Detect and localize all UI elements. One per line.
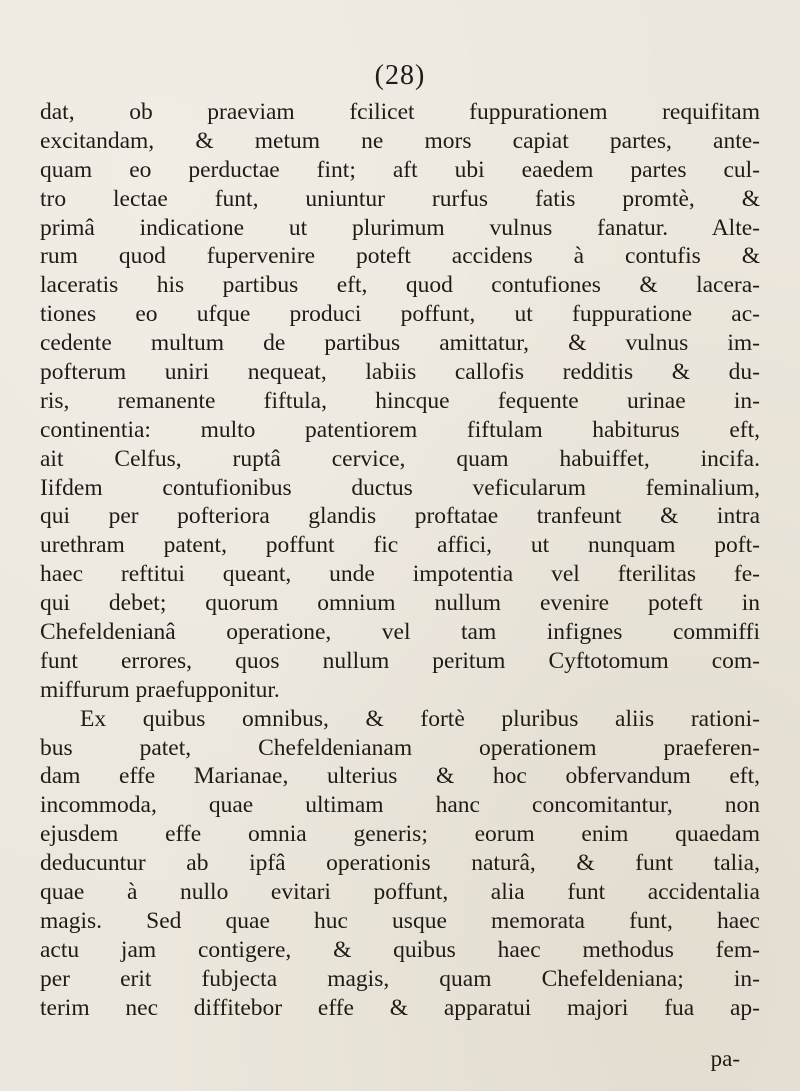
text-line: deducuntur ab ipfâ operationis naturâ, & funt talia, bbox=[40, 850, 760, 877]
text-line: ejusdem effe omnia generis; eorum enim quaedam bbox=[40, 821, 760, 848]
text-line: qui per pofteriora glandis proftatae tranfeunt & intra bbox=[40, 503, 760, 530]
text-line: ris, remanente fiftula, hincque fequente urinae in- bbox=[40, 387, 760, 414]
text-line: tro lectae funt, uniuntur rurfus fatis promtè, & bbox=[40, 185, 760, 212]
text-line: continentia: multo patentiorem fiftulam habiturus eft, bbox=[40, 416, 760, 443]
text-line: Chefeldenianâ operatione, vel tam infignes commiffi bbox=[40, 619, 760, 646]
text-line: urethram patent, poffunt fic affici, ut nunquam poft- bbox=[40, 532, 760, 559]
text-line: excitandam, & metum ne mors capiat partes, ante- bbox=[40, 127, 760, 154]
text-line: laceratis his partibus eft, quod contufiones & lacera- bbox=[40, 272, 760, 299]
text-line: ait Celfus, ruptâ cervice, quam habuiffet, incifa. bbox=[40, 445, 760, 472]
text-line: incommoda, quae ultimam hanc concomitantur, non bbox=[40, 792, 760, 819]
text-line: dam effe Marianae, ulterius & hoc obfervandum eft, bbox=[40, 763, 760, 790]
text-line: primâ indicatione ut plurimum vulnus fanatur. Alte- bbox=[40, 214, 760, 241]
text-line: Ex quibus omnibus, & fortè pluribus aliis rationi- bbox=[80, 705, 760, 732]
text-line: qui debet; quorum omnium nullum evenire poteft in bbox=[40, 590, 760, 617]
text-line: funt errores, quos nullum peritum Cyftotomum com- bbox=[40, 647, 760, 674]
text-line: bus patet, Chefeldenianam operationem praeferen- bbox=[40, 734, 760, 761]
page-number: (28) bbox=[374, 60, 426, 91]
text-line: miffurum praefupponitur. bbox=[40, 676, 280, 703]
text-line: cedente multum de partibus amittatur, & vulnus im- bbox=[40, 330, 760, 357]
text-line: tiones eo ufque produci poffunt, ut fuppuratione ac- bbox=[40, 301, 760, 328]
text-line: quam eo perductae fint; aft ubi eaedem partes cul- bbox=[40, 156, 760, 183]
text-line: pofterum uniri nequeat, labiis callofis redditis & du- bbox=[40, 359, 760, 386]
text-line: quae à nullo evitari poffunt, alia funt accidentalia bbox=[40, 879, 760, 906]
text-line: actu jam contigere, & quibus haec methodus fem- bbox=[40, 936, 760, 963]
text-line: dat, ob praeviam fcilicet fuppurationem requifitam bbox=[40, 99, 760, 125]
text-line: rum quod fupervenire poteft accidens à contufis & bbox=[40, 243, 760, 270]
catchword: pa- bbox=[710, 1046, 740, 1071]
text-line: haec reftitui queant, unde impotentia vel fterilitas fe- bbox=[40, 561, 760, 588]
text-line: magis. Sed quae huc usque memorata funt, haec bbox=[40, 907, 760, 934]
text-line: terim nec diffitebor effe & apparatui majori fua ap- bbox=[40, 994, 760, 1021]
text-line: per erit fubjecta magis, quam Chefeldeniana; in- bbox=[40, 965, 760, 992]
body-text bbox=[40, 98, 760, 1023]
text-line: Iifdem contufionibus ductus veficularum feminalium, bbox=[40, 474, 760, 501]
